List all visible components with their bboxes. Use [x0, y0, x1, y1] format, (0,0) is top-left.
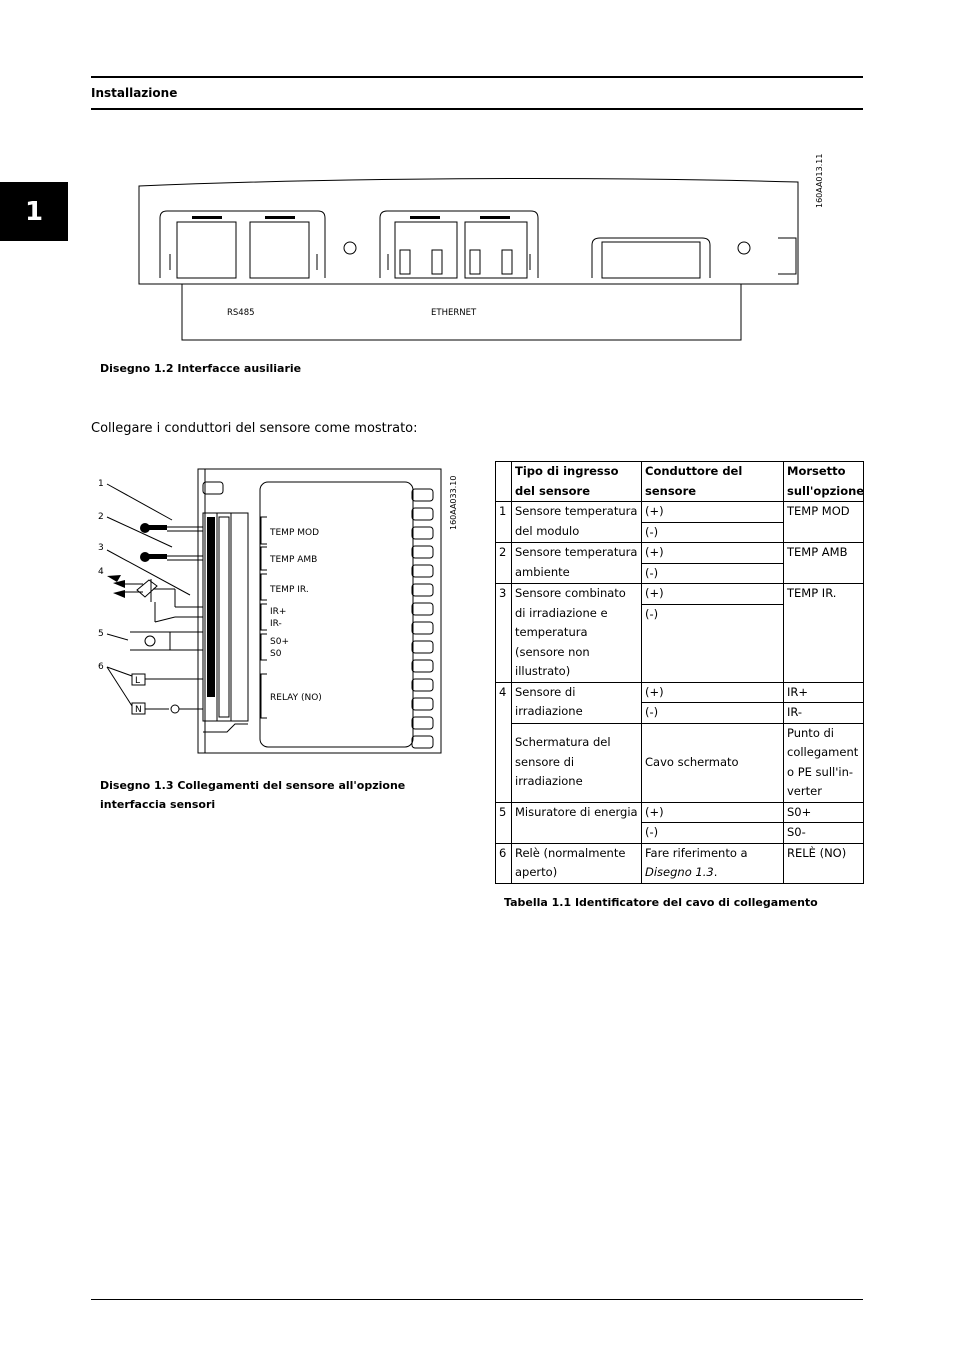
table-row: [496, 802, 864, 823]
table-row: [496, 843, 864, 883]
row-number: 5: [496, 802, 512, 843]
terminal-temp-mod: TEMP MOD: [270, 528, 320, 538]
terminal-s0: S0: [270, 649, 282, 659]
terminal: S0-: [784, 823, 864, 844]
terminal: S0+: [784, 802, 864, 823]
terminal: TEMP MOD: [784, 502, 864, 543]
row-number: 4: [496, 682, 512, 802]
conductor: (-): [642, 563, 784, 584]
terminal: RELÈ (NO): [784, 843, 864, 883]
auxiliary-interfaces-drawing: [130, 150, 830, 350]
terminal: IR+: [784, 682, 864, 703]
conductor: (-): [642, 703, 784, 724]
reference-prefix: Fare riferimento a: [645, 845, 748, 860]
conductor: (-): [642, 522, 784, 543]
section-title: Installazione: [91, 86, 178, 100]
connection-table: [495, 461, 864, 884]
terminal-temp-ir: TEMP IR.: [270, 585, 309, 595]
rs485-label: RS485: [227, 308, 255, 318]
sensor-type: Sensore combinato di irradiazione e temperatura (sensore non illustrato): [512, 584, 642, 683]
callout-2: 2: [98, 512, 104, 522]
table-caption: Tabella 1.1 Identificatore del cavo di collegamento: [504, 896, 818, 909]
header-top-rule: [91, 76, 863, 78]
figure-caption: Disegno 1.2 Interfacce ausiliarie: [100, 362, 302, 375]
callout-3: 3: [98, 543, 104, 553]
table-row: [496, 723, 864, 802]
sensor-connection-drawing: [95, 462, 467, 774]
conductor: (+): [642, 502, 784, 523]
callout-1: 1: [98, 479, 104, 489]
callout-5: 5: [98, 629, 104, 639]
conductor: (+): [642, 584, 784, 605]
conductor: [642, 843, 784, 883]
intro-text: Collegare i conduttori del sensore come mostrato:: [91, 421, 418, 436]
figure-code: 160AA033.10: [449, 475, 458, 530]
terminal: TEMP IR.: [784, 584, 864, 683]
terminal-s0-plus: S0+: [270, 637, 289, 647]
conductor: (+): [642, 682, 784, 703]
figure-code: 160AA013.11: [815, 153, 824, 208]
conductor: (+): [642, 802, 784, 823]
figure-caption: Disegno 1.3 Collegamenti del sensore all'opzione interfaccia sensori: [100, 779, 406, 811]
row-number: 1: [496, 502, 512, 543]
terminal-relay: RELAY (NO): [270, 693, 322, 703]
table-row: [496, 584, 864, 605]
terminal-ir-minus: IR-: [270, 619, 282, 629]
ethernet-label: ETHERNET: [431, 308, 477, 318]
terminal: TEMP AMB: [784, 543, 864, 584]
row-number: 6: [496, 843, 512, 883]
sensor-type: Sensore di irradiazione: [512, 682, 642, 723]
terminal-ir-plus: IR+: [270, 607, 287, 617]
terminal: IR-: [784, 703, 864, 724]
table-row: [496, 502, 864, 523]
table-header: Tipo di ingresso del sensore: [512, 462, 642, 502]
table-header: Conduttore del sensore: [642, 462, 784, 502]
conductor: (-): [642, 823, 784, 844]
sensor-type: Misuratore di energia: [512, 802, 642, 843]
table-header: [496, 462, 512, 502]
figure-reference: Disegno 1.3: [645, 865, 714, 879]
footer-rule: [91, 1299, 863, 1300]
callout-4: 4: [98, 567, 104, 577]
callout-6: 6: [98, 662, 104, 672]
conductor: (+): [642, 543, 784, 564]
sensor-type: Schermatura del sensore di irradiazione: [512, 723, 642, 802]
relay-n-label: N: [135, 705, 142, 715]
reference-suffix: .: [713, 865, 718, 879]
header-bottom-rule: [91, 108, 863, 110]
sensor-type: Sensore temperatura del modulo: [512, 502, 642, 543]
table-row: [496, 543, 864, 564]
conductor: Cavo schermato: [642, 723, 784, 802]
table-row: [496, 682, 864, 703]
table-header-row: [496, 462, 864, 502]
terminal: Punto di collegament o PE sull'in- verter: [784, 723, 864, 802]
relay-l-label: L: [135, 676, 141, 686]
sensor-type: Relè (normalmente aperto): [512, 843, 642, 883]
row-number: 3: [496, 584, 512, 683]
terminal-temp-amb: TEMP AMB: [270, 555, 318, 565]
conductor: (-): [642, 604, 784, 682]
row-number: 2: [496, 543, 512, 584]
chapter-tab: 1: [0, 182, 68, 241]
table-header: Morsetto sull'opzione: [784, 462, 864, 502]
sensor-type: Sensore temperatura ambiente: [512, 543, 642, 584]
